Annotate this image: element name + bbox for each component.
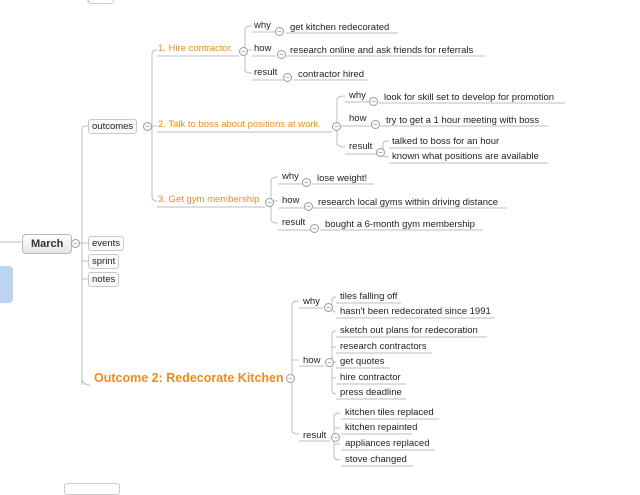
outcome2-how-value[interactable]: try to get a 1 hour meeting with boss xyxy=(386,115,540,126)
outcome2-why-label[interactable]: why xyxy=(349,90,366,101)
outcome3-how-value[interactable]: research local gyms within driving distance xyxy=(318,197,499,208)
collapse-toggle-icon[interactable] xyxy=(275,27,284,36)
kitchen-why-value-1[interactable]: tiles falling off xyxy=(340,291,398,302)
collapse-toggle-icon[interactable] xyxy=(283,73,292,82)
outcome2-how-label[interactable]: how xyxy=(349,113,367,124)
collapse-toggle-icon[interactable] xyxy=(310,224,319,233)
kitchen-result-value-4[interactable]: stove changed xyxy=(345,454,407,465)
collapse-toggle-icon[interactable] xyxy=(143,122,152,131)
collapse-toggle-icon[interactable] xyxy=(325,358,334,367)
outcome3-title[interactable]: 3. Get gym membership xyxy=(158,194,260,205)
outcome2-why-value[interactable]: look for skill set to develop for promotion xyxy=(384,92,555,103)
collapse-toggle-icon[interactable] xyxy=(331,433,340,442)
collapse-toggle-icon[interactable] xyxy=(304,202,313,211)
outcome1-why-label[interactable]: why xyxy=(254,20,271,31)
kitchen-how-value-4[interactable]: hire contractor xyxy=(340,372,401,383)
outcome1-result-value[interactable]: contractor hired xyxy=(298,69,365,80)
offscreen-node-bottom[interactable] xyxy=(64,483,120,495)
collapse-toggle-icon[interactable] xyxy=(265,198,274,207)
collapse-toggle-icon[interactable] xyxy=(286,374,295,383)
outcome1-how-value[interactable]: research online and ask friends for referrals xyxy=(290,45,474,56)
kitchen-how-value-2[interactable]: research contractors xyxy=(340,341,427,352)
branch-node-events[interactable]: events xyxy=(88,236,124,251)
collapse-toggle-icon[interactable] xyxy=(371,120,380,129)
collapse-toggle-icon[interactable] xyxy=(332,122,341,131)
branch-node-sprint[interactable]: sprint xyxy=(88,254,119,269)
kitchen-how-value-1[interactable]: sketch out plans for redecoration xyxy=(340,325,478,336)
kitchen-how-value-3[interactable]: get quotes xyxy=(340,356,385,367)
collapse-toggle-icon[interactable] xyxy=(324,303,333,312)
offscreen-node-top[interactable] xyxy=(88,0,114,4)
outcome1-result-label[interactable]: result xyxy=(254,67,278,78)
kitchen-how-label[interactable]: how xyxy=(303,355,321,366)
branch-node-notes[interactable]: notes xyxy=(88,272,119,287)
outcome1-title[interactable]: 1. Hire contractor. xyxy=(158,43,233,54)
collapse-toggle-icon[interactable] xyxy=(277,50,286,59)
sidebar-collapse-tab[interactable] xyxy=(0,266,13,303)
collapse-toggle-icon[interactable] xyxy=(369,97,378,106)
outcome3-result-label[interactable]: result xyxy=(282,217,306,228)
outcome2-title[interactable]: 2. Talk to boss about positions at work. xyxy=(158,119,321,130)
outcome2-result-label[interactable]: result xyxy=(349,141,373,152)
outcome2-result-value-1[interactable]: talked to boss for an hour xyxy=(392,136,500,147)
kitchen-outcome-title[interactable]: Outcome 2: Redecorate Kitchen xyxy=(94,371,284,385)
outcome3-how-label[interactable]: how xyxy=(282,195,300,206)
collapse-toggle-icon[interactable] xyxy=(376,148,385,157)
kitchen-result-value-1[interactable]: kitchen tiles replaced xyxy=(345,407,434,418)
outcome2-result-value-2[interactable]: known what positions are available xyxy=(392,151,539,162)
root-node-march[interactable]: March xyxy=(22,234,72,254)
branch-node-outcomes[interactable]: outcomes xyxy=(88,119,137,134)
outcome3-result-value[interactable]: bought a 6-month gym membership xyxy=(325,219,475,230)
kitchen-why-value-2[interactable]: hasn't been redecorated since 1991 xyxy=(340,306,491,317)
collapse-toggle-icon[interactable] xyxy=(71,239,80,248)
collapse-toggle-icon[interactable] xyxy=(239,47,248,56)
outcome1-why-value[interactable]: get kitchen redecorated xyxy=(290,22,390,33)
kitchen-result-label[interactable]: result xyxy=(303,430,327,441)
outcome1-how-label[interactable]: how xyxy=(254,43,272,54)
kitchen-how-value-5[interactable]: press deadline xyxy=(340,387,402,398)
kitchen-why-label[interactable]: why xyxy=(303,296,320,307)
kitchen-result-value-2[interactable]: kitchen repainted xyxy=(345,422,418,433)
outcome3-why-label[interactable]: why xyxy=(282,171,299,182)
collapse-toggle-icon[interactable] xyxy=(302,178,311,187)
kitchen-result-value-3[interactable]: appliances replaced xyxy=(345,438,430,449)
outcome3-why-value[interactable]: lose weight! xyxy=(317,173,368,184)
